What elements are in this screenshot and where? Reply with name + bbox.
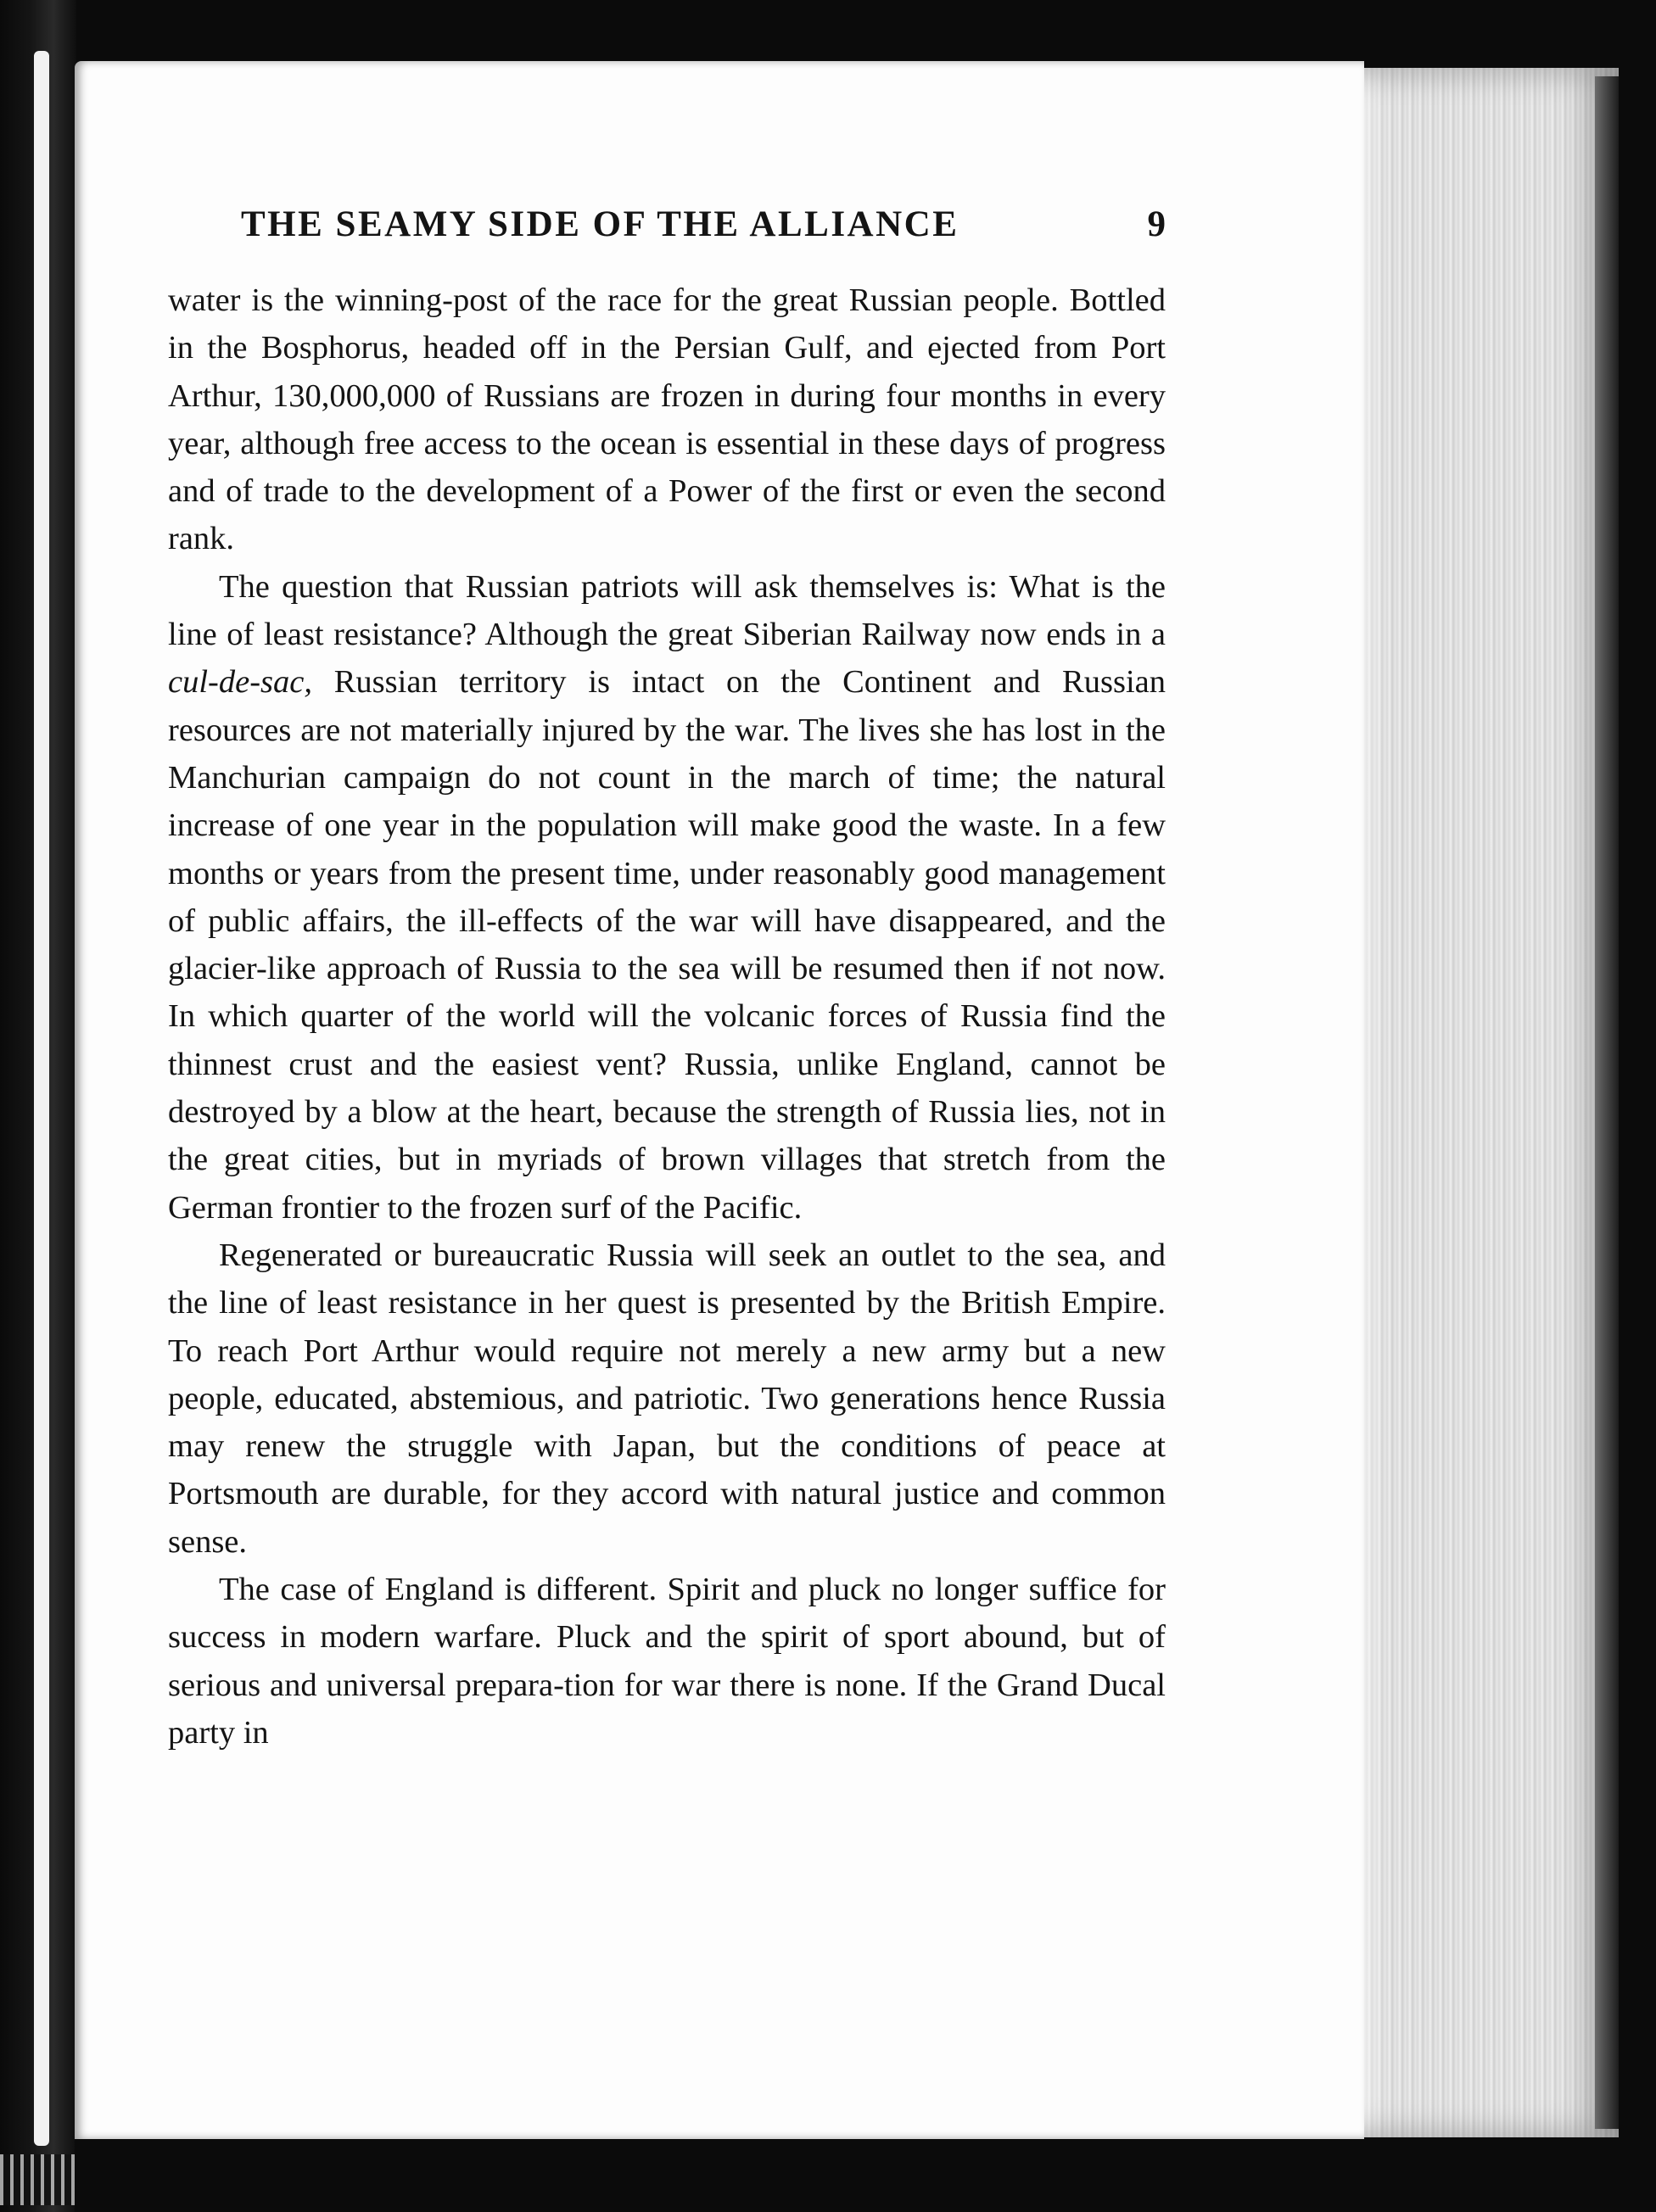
- paragraph-2: [168, 563, 1166, 1232]
- running-head-title: THE SEAMY SIDE OF THE ALLIANCE: [241, 204, 959, 244]
- previous-page-edge: [0, 0, 76, 2212]
- page-stack-fore-edge: [1364, 68, 1619, 2137]
- book-cover-edge: [1595, 76, 1619, 2129]
- paragraph-2-italic-phrase: cul-de-sac,: [168, 664, 312, 701]
- body-text: [168, 276, 1166, 1757]
- paragraph-2-text-after: Russian territory is intact on the Continent and Russian resources are not materially injured by the war. The lives she has lost in the Manchurian campaign do not count in the march of time; the natural increase of one year in the population will make good the waste. In a few months or years from the present time, under reasonably good management of public affairs, the ill-effects of the war will have disappeared, and the glacier-like approach of Russia to the sea will be resumed then if not now. In which quarter of the world will the volcanic forces of Russia find the thinnest crust and the easiest vent? Russia, unlike England, cannot be destroyed by a blow at the heart, because the strength of Russia lies, not in the great cities, but in myriads of brown villages that stretch from the German frontier to the frozen surf of the Pacific.: [168, 664, 1166, 1226]
- page-gutter-sliver: [34, 51, 49, 2146]
- page-number: 9: [1147, 204, 1166, 244]
- paragraph-1: water is the winning-post of the race for the great Russian people. Bottled in the Bosphorus, headed off in the Persian Gulf, and ejected from Port Arthur, 130,000,000 of Russians are frozen in during four months in every year, although free access to the ocean is essential in these days of progress and of trade to the development of a Power of the first or even the second rank.: [168, 282, 1166, 557]
- paragraph-3: Regenerated or bureaucratic Russia will seek an outlet to the sea, and the line of least resistance in her quest is presented by the British Empire. To reach Port Arthur would require not merely a new army but a new people, educated, abstemious, and patriotic. Two generations hence Russia may renew the struggle with Japan, but the conditions of peace at Portsmouth are durable, for they accord with natural justice and common sense.: [168, 1237, 1166, 1560]
- scan-bottom-margin: [75, 2139, 1619, 2212]
- paragraph-2-text-before: The question that Russian patriots will ask themselves is: What is the line of least resistance? Although the great Siberian Railway now ends in a: [168, 568, 1166, 653]
- paragraph-4: The case of England is different. Spirit and pluck no longer suffice for success in modern warfare. Pluck and the spirit of sport abound, but of serious and universal prepara-tion for war there is none. If the Grand Ducal party in: [168, 1572, 1166, 1751]
- running-head: [168, 204, 1166, 263]
